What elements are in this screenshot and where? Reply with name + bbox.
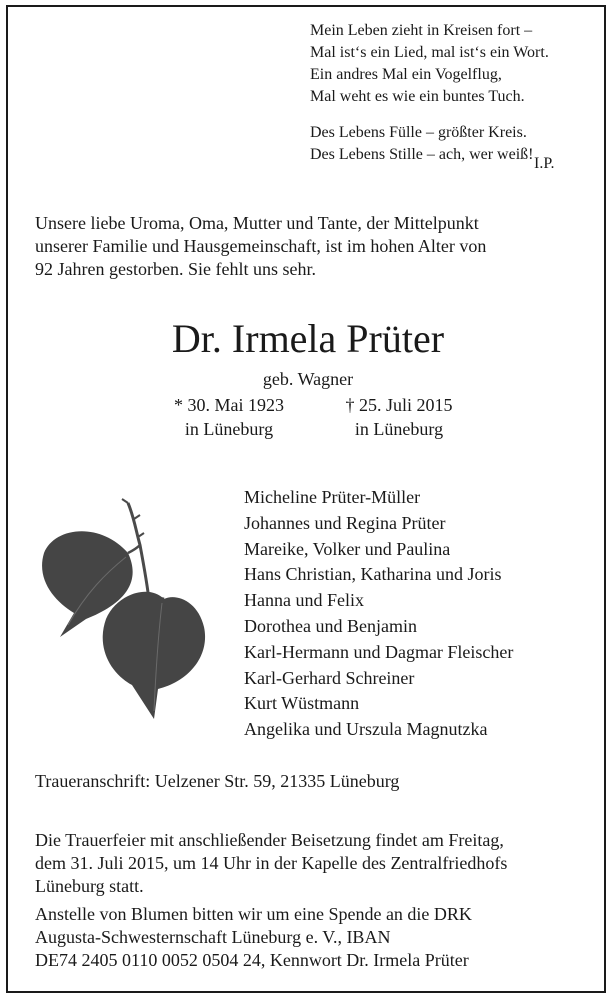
funeral-line: Die Trauerfeier mit anschließender Beisetzung findet am Freitag, [35, 830, 504, 850]
donation-line: Anstelle von Blumen bitten wir um eine Spende an die DRK [35, 904, 472, 924]
donation-line: DE74 2405 0110 0052 0504 24, Kennwort Dr. Irmela Prüter [35, 950, 469, 970]
mourner-entry: Hanna und Felix [244, 590, 364, 611]
mourner-entry: Angelika und Urszula Magnutzka [244, 719, 488, 740]
intro-line: 92 Jahren gestorben. Sie fehlt uns sehr. [35, 259, 316, 279]
mourner-entry: Micheline Prüter-Müller [244, 487, 421, 507]
obituary-notice [6, 5, 606, 993]
mourning-address: Traueranschrift: Uelzener Str. 59, 21335 Lüneburg [35, 771, 400, 791]
mourners-list [244, 485, 513, 743]
death-date: † 25. Juli 2015 [345, 395, 453, 415]
intro-line: Unsere liebe Uroma, Oma, Mutter und Tante, der Mittelpunkt [35, 213, 479, 233]
birth-info [158, 393, 300, 441]
funeral-line: dem 31. Juli 2015, um 14 Uhr in der Kapelle des Zentralfriedhofs [35, 853, 508, 873]
birth-name: geb. Wagner [262, 369, 354, 389]
funeral-info [35, 829, 595, 898]
linden-leaves-image [40, 497, 215, 722]
funeral-line: Lüneburg statt. [35, 876, 144, 896]
poem-line: Mein Leben zieht in Kreisen fort – [310, 22, 533, 39]
poem-line: Des Lebens Stille – ach, wer weiß! [310, 146, 534, 163]
poem-line: Mal ist‘s ein Lied, mal ist‘s ein Wort. [310, 44, 549, 61]
leaf-lower [103, 592, 205, 719]
donation-line: Augusta-Schwesternschaft Lüneburg e. V., IBAN [35, 927, 391, 947]
mourner-entry: Mareike, Volker und Paulina [244, 538, 451, 559]
poem-line: Mal weht es wie ein buntes Tuch. [310, 88, 525, 105]
birth-place: in Lüneburg [184, 419, 274, 439]
deceased-name: Dr. Irmela Prüter [171, 316, 445, 361]
mourner-entry: Dorothea und Benjamin [244, 615, 417, 636]
death-place: in Lüneburg [354, 419, 444, 439]
poem-initials: I.P. [534, 155, 555, 172]
poem-line: Des Lebens Fülle – größter Kreis. [310, 124, 527, 141]
birth-date: * 30. Mai 1923 [174, 395, 284, 415]
intro-text [35, 212, 585, 281]
poem-line: Ein andres Mal ein Vogelflug, [310, 66, 502, 83]
mourner-entry: Kurt Wüstmann [244, 693, 360, 714]
mourner-entry: Karl-Hermann und Dagmar Fleischer [244, 641, 514, 662]
donation-info [35, 903, 595, 972]
intro-line: unserer Familie und Hausgemeinschaft, ist im hohen Alter von [35, 236, 487, 256]
mourner-entry: Johannes und Regina Prüter [244, 512, 446, 533]
death-info [328, 393, 470, 441]
mourner-entry: Hans Christian, Katharina und Joris [244, 564, 502, 585]
mourner-entry: Karl-Gerhard Schreiner [244, 667, 415, 688]
poem [310, 20, 580, 166]
